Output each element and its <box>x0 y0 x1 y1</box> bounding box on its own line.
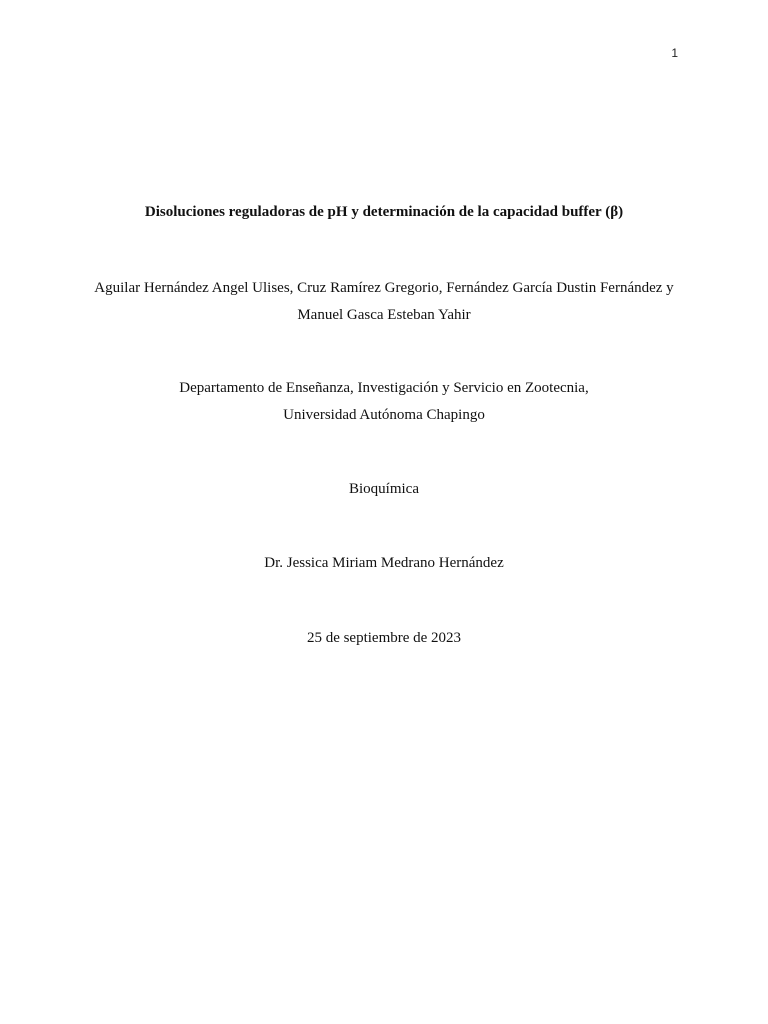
affiliation <box>0 375 768 429</box>
page-number: 1 <box>671 46 678 60</box>
instructor-name: Dr. Jessica Miriam Medrano Hernández <box>264 555 504 571</box>
authors <box>0 275 768 329</box>
authors-line-1: Aguilar Hernández Angel Ulises, Cruz Ramírez Gregorio, Fernández García Dustin Fernández y <box>94 280 674 296</box>
affiliation-line-2: Universidad Autónoma Chapingo <box>283 407 485 423</box>
course-name: Bioquímica <box>349 481 419 497</box>
authors-line-2: Manuel Gasca Esteban Yahir <box>297 307 471 323</box>
affiliation-line-1: Departamento de Enseñanza, Investigación y Servicio en Zootecnia, <box>179 380 589 396</box>
document-title: Disoluciones reguladoras de pH y determinación de la capacidad buffer (β) <box>144 204 624 220</box>
submission-date: 25 de septiembre de 2023 <box>306 630 462 646</box>
